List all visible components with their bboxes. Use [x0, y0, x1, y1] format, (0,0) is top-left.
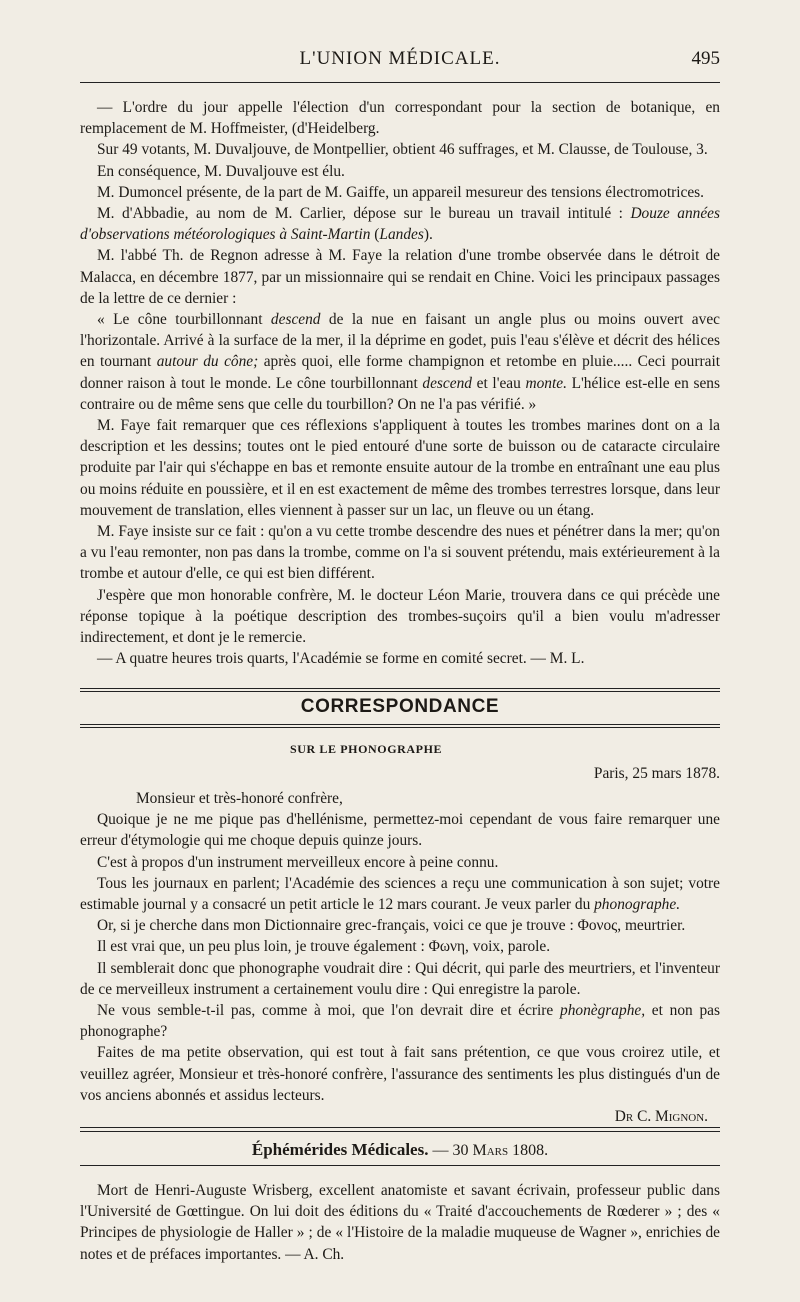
ephemerides	[80, 1180, 720, 1265]
paragraph: J'espère que mon honorable confrère, M. le docteur Léon Marie, trouvera dans ce qui précède une réponse topique à la poétique description des trombes-suçoirs qu'il a bien voulu m'adresser indirectement, et dont je le remercie.	[80, 586, 720, 647]
letter	[80, 788, 720, 1127]
section-rule	[80, 727, 720, 728]
ephemerides-title: Éphémérides Médicales. — 30 Mars 1808.	[251, 1140, 549, 1159]
quoted-letter: « Le cône tourbillonnant descend de la nue en faisant un angle plus ou moins ouvert avec l'horizontale. Arrivé à la surface de la mer, il la déprime en godet, puis l'eau s'élève et décrit des hélices en tournant autour du cône; après quoi, elle forme champignon et retombe en pluie..... Ceci pourrait donner raison à tout le monde. Le cône tourbillonnant descend et l'eau monte. L'hélice est-elle en sens contraire ou de même sens que celle du tourbillon? On ne l'a pas vérifié. »	[80, 311, 721, 413]
paragraph: Mort de Henri-Auguste Wrisberg, excellent anatomiste et savant écrivain, professeur public dans l'Université de Gœttingue. On lui doit des éditions du « Traité d'accouchements de Rœderer » ; des « Principes de physiologie de Haller » ; de « l'Histoire de la maladie muqueuse de Wagner », enrichies de notes et de préfaces importantes. — A. Ch.	[80, 1182, 720, 1263]
paragraph: Sur 49 votants, M. Duvaljouve, de Montpellier, obtient 46 suffrages, et M. Clausse, de Toulouse, 3.	[97, 141, 708, 159]
paragraph: — A quatre heures trois quarts, l'Académie se forme en comité secret. — M. L.	[97, 650, 585, 668]
salutation: Monsieur et très-honoré confrère,	[136, 790, 343, 807]
paragraph: Tous les journaux en parlent; l'Académie des sciences a reçu une communication à son sujet; votre estimable journal y a consacré un petit article le 12 mars courant. Je veux parler du phonographe.	[80, 874, 720, 914]
paragraph: M. Dumoncel présente, de la part de M. Gaiffe, un appareil mesureur des tensions électromotrices.	[97, 183, 705, 201]
paragraph: En conséquence, M. Duvaljouve est élu.	[97, 162, 345, 180]
paragraph: Or, si je cherche dans mon Dictionnaire grec-français, voici ce que je trouve : Φονος, meurtrier.	[97, 917, 686, 935]
dateline: Paris, 25 mars 1878.	[593, 765, 720, 782]
page-number: 495	[691, 48, 720, 69]
running-title: L'UNION MÉDICALE.	[299, 48, 501, 69]
paragraph: M. Faye insiste sur ce fait : qu'on a vu cette trombe descendre des nues et pénétrer dans la mer; qu'on a vu l'eau remonter, non pas dans la trombe, comme on l'a si souvent prétendu, mais extérieurement à la trombe et autour d'elle, ce qui est bien différent.	[80, 523, 720, 583]
article-subtitle: SUR LE PHONOGRAPHE	[290, 742, 443, 756]
paragraph: — L'ordre du jour appelle l'élection d'un correspondant pour la section de botanique, en remplacement de M. Hoffmeister, (d'Heidelberg.	[80, 99, 720, 138]
paragraph: Il est vrai que, un peu plus loin, je trouve également : Φωνη, voix, parole.	[97, 938, 551, 956]
paragraph: M. d'Abbadie, au nom de M. Carlier, dépose sur le bureau un travail intitulé : Douze années d'observations météorologiques à Saint-Martin (Landes).	[80, 205, 720, 244]
paragraph: Il semblerait donc que phonographe voudrait dire : Qui décrit, qui parle des meurtriers, et l'inventeur de ce merveilleux instrument a certainement voulu dire : Qui enregistre la parole.	[80, 959, 720, 998]
paragraph: Ne vous semble-t-il pas, comme à moi, que l'on devrait dire et écrire phonègraphe, et non pas phonographe?	[80, 1002, 720, 1041]
section-rule	[80, 1165, 720, 1166]
page-header	[80, 48, 720, 78]
section-rule	[80, 724, 720, 725]
paragraph: M. l'abbé Th. de Regnon adresse à M. Faye la relation d'une trombe observée dans le détroit de Malacca, en décembre 1877, par un missionnaire qui se rendait en Chine. Voici les principaux passages de la lettre de ce dernier :	[80, 247, 720, 307]
header-rule	[80, 82, 720, 83]
paragraph: C'est à propos d'un instrument merveilleux encore à peine connu.	[97, 853, 499, 871]
section-title: CORRESPONDANCE	[300, 696, 500, 717]
academy-report	[80, 97, 720, 669]
section-rule	[80, 1127, 720, 1128]
section-rule	[80, 691, 720, 692]
signature: Dr C. Mignon.	[614, 1108, 708, 1126]
paragraph: Quoique je ne me pique pas d'hellénisme, permettez-moi cependant de vous faire remarquer une erreur d'étymologie qui me choque depuis quinze jours.	[80, 811, 720, 850]
paragraph: M. Faye fait remarquer que ces réflexions s'appliquent à toutes les trombes marines dont on a la description et les dessins; toutes ont le pied entouré d'une sorte de buisson ou de cataracte circulaire produite par l'air qui s'échappe en bas et remonte ensuite autour de la trombe en entraînant une eau plus ou moins réduite en poussière, et il en est exactement de même des trombes terrestres lorsque, dans leur mouvement de translation, elles viennent à passer sur un lac, un fleuve ou un étang.	[80, 417, 720, 519]
paragraph: Faites de ma petite observation, qui est tout à fait sans prétention, ce que vous croirez utile, et veuillez agréer, Monsieur et très-honoré confrère, l'assurance des sentiments les plus distingués d'un de vos anciens abonnés et assidus lecteurs.	[80, 1044, 720, 1104]
section-rule	[80, 1131, 720, 1132]
section-rule	[80, 688, 720, 689]
